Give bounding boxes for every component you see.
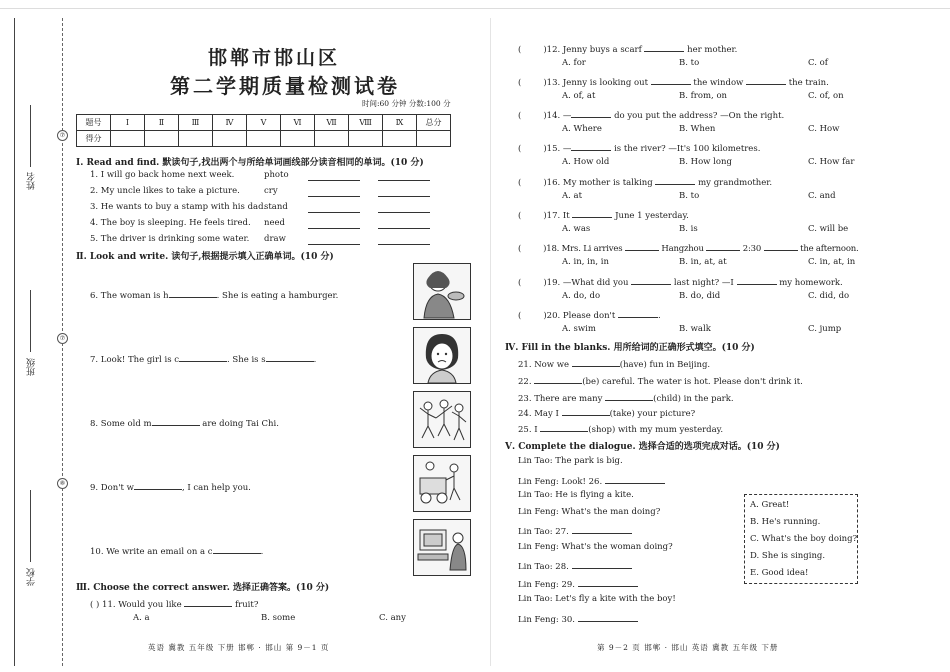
answer-blank[interactable] <box>737 275 777 285</box>
s2-item-7: 7. Look! The girl is c . She is s . <box>90 352 316 366</box>
option: C. of, on <box>808 91 844 101</box>
q11-option: A. a <box>133 613 150 623</box>
answer-blank[interactable] <box>571 141 611 151</box>
answer-paren[interactable]: ( <box>518 311 522 321</box>
option: B. in, at, at <box>679 257 727 267</box>
answer-blank[interactable] <box>571 108 611 118</box>
score-cell: Ⅳ <box>213 115 247 131</box>
section-1-heading: Ⅰ. Read and find. 默读句子,找出两个与所给单词画线部分读音相同的单词。(10 分) <box>76 158 424 168</box>
answer-line[interactable] <box>378 212 430 213</box>
s1-item: 5. The driver is drinking some water. <box>90 234 250 244</box>
score-cell: Ⅶ <box>315 115 349 131</box>
answer-blank[interactable] <box>572 208 612 218</box>
option: B. is <box>679 224 698 234</box>
answer-blank[interactable] <box>266 352 314 362</box>
option: C. will be <box>808 224 849 234</box>
dialogue-option: C. What's the boy doing? <box>750 534 858 544</box>
s4-item: 21. Now we (have) fun in Beijing. <box>518 357 710 371</box>
s1-item: 3. He wants to buy a stamp with his dad. <box>90 202 267 212</box>
answer-blank[interactable] <box>213 544 261 554</box>
question-18: ( )18. Mrs. Li arrives Hangzhou 2:30 the afternoon. <box>518 241 859 255</box>
score-cell[interactable] <box>179 131 213 147</box>
option: A. at <box>562 191 583 201</box>
score-table <box>76 114 451 147</box>
class-line <box>30 290 31 352</box>
score-cell: Ⅰ <box>111 115 145 131</box>
answer-blank[interactable] <box>578 612 638 622</box>
answer-paren[interactable]: ( <box>518 144 522 154</box>
s1-word: stand <box>264 202 288 212</box>
answer-blank[interactable] <box>562 406 610 416</box>
answer-paren[interactable]: ( <box>518 178 522 188</box>
option: B. walk <box>679 324 711 334</box>
binding-circle: ⑧ <box>57 478 68 489</box>
score-cell[interactable] <box>315 131 349 147</box>
time-score-meta: 时间:60 分钟 分数:100 分 <box>362 99 451 108</box>
dialogue-line: Lin Tao: He is flying a kite. <box>518 490 634 500</box>
s4-item: 22. (be) careful. The water is hot. Please don't drink it. <box>518 374 803 388</box>
score-cell: Ⅷ <box>349 115 383 131</box>
option: A. in, in, in <box>562 257 609 267</box>
score-cell[interactable] <box>349 131 383 147</box>
section-3-heading: Ⅲ. Choose the correct answer. 选择正确答案。(10 分) <box>76 583 330 593</box>
answer-blank[interactable] <box>169 288 217 298</box>
option: A. do, do <box>562 291 601 301</box>
exam-title: 第二学期质量检测试卷 <box>170 74 400 98</box>
score-cell[interactable] <box>111 131 145 147</box>
section-2-heading: Ⅱ. Look and write. 读句子,根据提示填入正确单词。(10 分) <box>76 252 334 262</box>
footer-right: 第 9－2 页 邯郸 · 邯山 英语 冀教 五年级 下册 <box>597 643 779 652</box>
s2-item-6: 6. The woman is h . She is eating a hamburger. <box>90 288 338 302</box>
dialogue-option: D. She is singing. <box>750 551 826 561</box>
old-men-tai-chi-picture <box>413 391 471 448</box>
option: C. How far <box>808 157 855 167</box>
dialogue-line: Lin Feng: 30. <box>518 612 638 626</box>
answer-blank[interactable] <box>578 577 638 587</box>
s2-item-9: 9. Don't w , I can help you. <box>90 480 251 494</box>
option: C. did, do <box>808 291 850 301</box>
s2-item-8: 8. Some old m are doing Tai Chi. <box>90 416 279 430</box>
answer-blank[interactable] <box>534 374 582 384</box>
answer-line[interactable] <box>308 196 360 197</box>
answer-line[interactable] <box>308 244 360 245</box>
dialogue-option: A. Great! <box>750 500 790 510</box>
option: C. jump <box>808 324 842 334</box>
top-border <box>0 8 950 9</box>
answer-blank[interactable] <box>605 391 653 401</box>
option: A. swim <box>562 324 596 334</box>
computer-email-picture <box>413 519 471 576</box>
answer-blank[interactable] <box>655 175 695 185</box>
dialogue-line: Lin Feng: What's the man doing? <box>518 507 661 517</box>
answer-paren[interactable]: ( <box>518 211 522 221</box>
option: A. of, at <box>562 91 596 101</box>
answer-blank[interactable] <box>572 524 632 534</box>
s1-item: 2. My uncle likes to take a picture. <box>90 186 240 196</box>
question-17: ( )17. It June 1 yesterday. <box>518 208 689 222</box>
option: A. was <box>562 224 591 234</box>
question-12: ( )12. Jenny buys a scarf her mother. <box>518 42 737 56</box>
answer-blank[interactable] <box>134 480 182 490</box>
dialogue-line: Lin Tao: The park is big. <box>518 456 623 466</box>
score-cell: 得分 <box>77 131 111 147</box>
option: B. to <box>679 58 700 68</box>
score-cell: Ⅲ <box>179 115 213 131</box>
answer-line[interactable] <box>378 180 430 181</box>
answer-line[interactable] <box>378 244 430 245</box>
s1-word: need <box>264 218 285 228</box>
answer-line[interactable] <box>378 228 430 229</box>
option: C. and <box>808 191 836 201</box>
page-divider <box>490 18 491 666</box>
score-cell: Ⅸ <box>383 115 417 131</box>
answer-blank[interactable] <box>618 308 658 318</box>
answer-blank[interactable] <box>184 597 232 607</box>
helping-picture <box>413 455 471 512</box>
name-line <box>30 105 31 167</box>
q11-option: C. any <box>379 613 406 623</box>
s1-word: cry <box>264 186 278 196</box>
answer-blank[interactable] <box>605 474 665 484</box>
answer-blank[interactable] <box>152 416 200 426</box>
region-title: 邯郸市邯山区 <box>208 47 341 69</box>
answer-line[interactable] <box>378 196 430 197</box>
answer-line[interactable] <box>308 228 360 229</box>
answer-paren[interactable]: ( <box>518 244 522 254</box>
dialogue-option: B. He's running. <box>750 517 821 527</box>
dialogue-line: Lin Feng: 29. <box>518 577 638 591</box>
dialogue-line: Lin Tao: 28. <box>518 559 632 573</box>
s2-item-10: 10. We write an email on a c . <box>90 544 263 558</box>
s1-item: 4. The boy is sleeping. He feels tired. <box>90 218 251 228</box>
answer-paren[interactable]: ( <box>518 111 522 121</box>
question-13: ( )13. Jenny is looking out the window the train. <box>518 75 829 89</box>
question-20: ( )20. Please don't . <box>518 308 661 322</box>
answer-blank[interactable] <box>572 559 632 569</box>
answer-blank[interactable] <box>746 75 786 85</box>
option: A. for <box>562 58 586 68</box>
option: B. do, did <box>679 291 721 301</box>
answer-blank[interactable] <box>540 422 588 432</box>
dialogue-line: Lin Tao: Let's fly a kite with the boy! <box>518 594 676 604</box>
binding-circle: ⑦ <box>57 333 68 344</box>
answer-blank[interactable] <box>764 241 798 251</box>
footer-left: 英语 冀教 五年级 下册 邯郸 · 邯山 第 9－1 页 <box>148 643 330 652</box>
score-cell: Ⅵ <box>281 115 315 131</box>
option: B. from, on <box>679 91 728 101</box>
s1-item: 1. I will go back home next week. <box>90 170 235 180</box>
score-cell[interactable] <box>213 131 247 147</box>
answer-blank[interactable] <box>706 241 740 251</box>
dialogue-line: Lin Tao: 27. <box>518 524 632 538</box>
binding-edge <box>14 18 15 666</box>
school-label: 学校 <box>27 568 37 586</box>
question-19: ( )19. —What did you last night? —I my homework. <box>518 275 843 289</box>
answer-line[interactable] <box>308 212 360 213</box>
woman-eating-hamburger-picture <box>413 263 471 320</box>
answer-paren[interactable]: ( <box>518 45 522 55</box>
answer-line[interactable] <box>308 180 360 181</box>
score-cell[interactable] <box>145 131 179 147</box>
option: B. How long <box>679 157 732 167</box>
answer-paren[interactable]: ( <box>518 278 522 288</box>
section-4-heading: Ⅳ. Fill in the blanks. 用所给词的正确形式填空。(10 分) <box>505 343 755 353</box>
score-cell: Ⅱ <box>145 115 179 131</box>
girl-picture <box>413 327 471 384</box>
dialogue-line: Lin Feng: What's the woman doing? <box>518 542 673 552</box>
q11: ( ) 11. Would you like fruit? <box>90 597 258 611</box>
class-label: 班级 <box>27 358 37 376</box>
answer-paren[interactable]: ( <box>518 78 522 88</box>
answer-blank[interactable] <box>179 352 227 362</box>
option: C. in, at, in <box>808 257 856 267</box>
dialogue-option: E. Good idea! <box>750 568 809 578</box>
s4-item: 25. I (shop) with my mum yesterday. <box>518 422 723 436</box>
option: B. When <box>679 124 716 134</box>
question-14: ( )14. — do you put the address? —On the right. <box>518 108 784 122</box>
option: A. Where <box>562 124 602 134</box>
answer-blank[interactable] <box>651 75 691 85</box>
score-cell: Ⅴ <box>247 115 281 131</box>
q11-option: B. some <box>261 613 296 623</box>
s4-item: 24. May I (take) your picture? <box>518 406 695 420</box>
answer-blank[interactable] <box>572 357 620 367</box>
option: B. to <box>679 191 700 201</box>
s1-word: draw <box>264 234 286 244</box>
score-cell[interactable] <box>383 131 417 147</box>
option: C. How <box>808 124 840 134</box>
dialogue-line: Lin Feng: Look! 26. <box>518 474 665 488</box>
s4-item: 23. There are many (child) in the park. <box>518 391 734 405</box>
score-cell: 题号 <box>77 115 111 131</box>
binding-circle: ⑦ <box>57 130 68 141</box>
score-cell[interactable] <box>417 131 451 147</box>
option: A. How old <box>562 157 610 167</box>
name-label: 姓名 <box>27 172 37 190</box>
answer-blank[interactable] <box>631 275 671 285</box>
section-5-heading: Ⅴ. Complete the dialogue. 选择合适的选项完成对话。(10 分) <box>505 442 780 452</box>
s1-word: photo <box>264 170 289 180</box>
score-cell[interactable] <box>247 131 281 147</box>
answer-blank[interactable] <box>644 42 684 52</box>
score-cell: 总分 <box>417 115 451 131</box>
option: C. of <box>808 58 828 68</box>
question-16: ( )16. My mother is talking my grandmother. <box>518 175 772 189</box>
score-cell[interactable] <box>281 131 315 147</box>
question-15: ( )15. — is the river? —It's 100 kilometres. <box>518 141 760 155</box>
answer-blank[interactable] <box>625 241 659 251</box>
school-line <box>30 490 31 562</box>
